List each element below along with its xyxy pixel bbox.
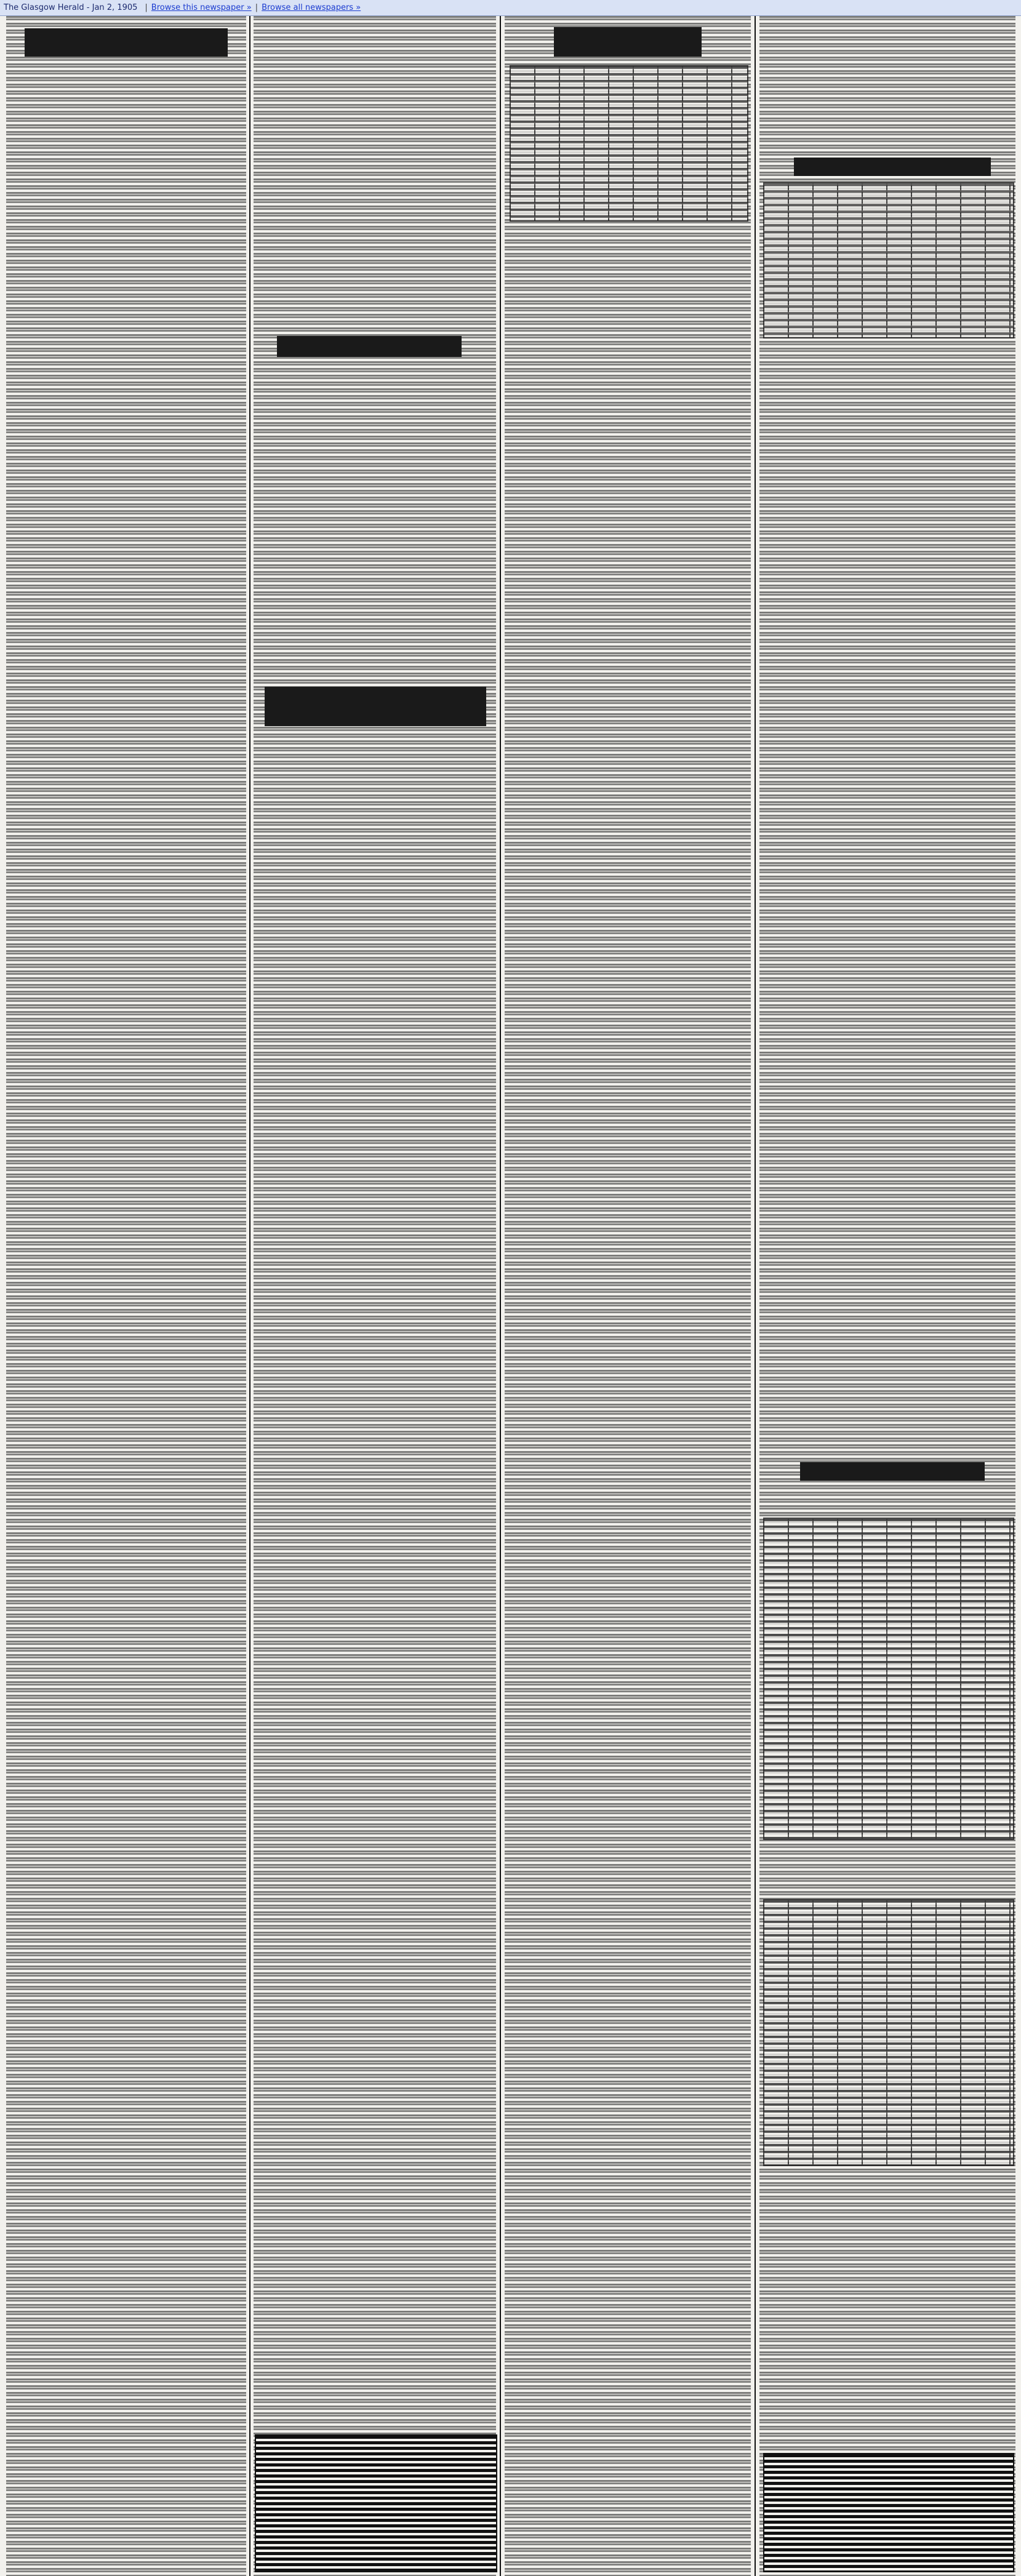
column-divider <box>755 16 756 2576</box>
scottish-league-second-division-table <box>763 182 1014 338</box>
separator: | <box>145 3 148 12</box>
column-4-text <box>759 16 1015 2576</box>
scottish-league-first-division-table <box>510 65 748 222</box>
column-1-text <box>6 16 246 2576</box>
football-heading <box>554 27 702 57</box>
column-3-text <box>505 16 751 2576</box>
newspaper-page-scan <box>0 16 1021 2576</box>
advertisement-block <box>255 2434 497 2572</box>
english-league-first-division-table <box>763 1518 1014 1840</box>
column-divider <box>249 16 250 2576</box>
miscellanea-heading <box>277 336 462 357</box>
browse-all-newspapers-link[interactable]: Browse all newspapers » <box>262 3 361 12</box>
column-2-text <box>254 16 496 2576</box>
newspaper-issue-title: The Glasgow Herald - Jan 2, 1905 <box>4 3 138 12</box>
association-game-in-england-heading <box>800 1462 985 1481</box>
column-divider <box>500 16 501 2576</box>
notes-on-sport-heading <box>25 28 228 57</box>
golf-and-golfers-heading <box>265 687 486 726</box>
english-league-second-division-table <box>763 1899 1014 2166</box>
advertisement-block <box>763 2453 1014 2572</box>
browse-bar <box>0 0 1021 16</box>
league-second-division-heading <box>794 158 991 176</box>
browse-this-newspaper-link[interactable]: Browse this newspaper » <box>151 3 252 12</box>
separator: | <box>255 3 258 12</box>
